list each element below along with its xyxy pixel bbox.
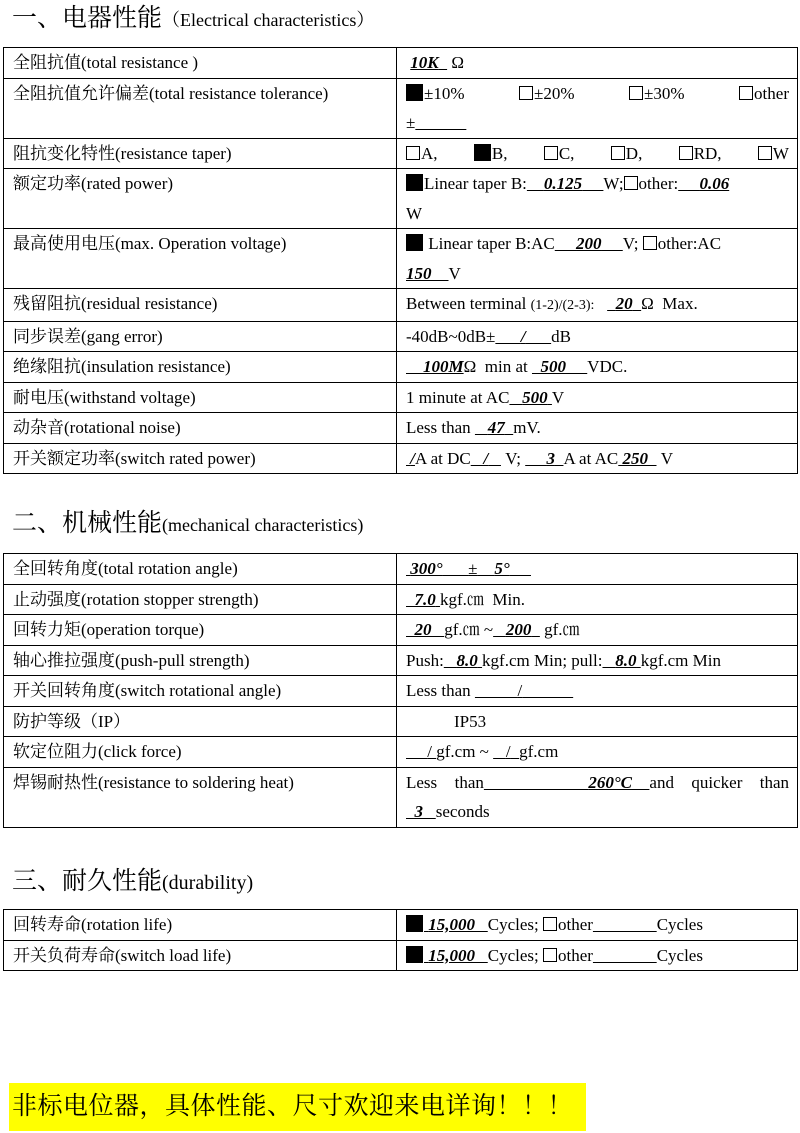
terminal-label: (1-2)/(2-3):: [530, 298, 595, 313]
switch-angle-value: /: [517, 681, 523, 700]
unit-label: gf.cm: [519, 742, 559, 761]
option-label: A,: [421, 143, 438, 163]
plus-minus: ±: [468, 559, 478, 578]
section-title-cn: 二、机械性能: [12, 510, 163, 537]
text-word: than: [759, 772, 790, 792]
unit-label: V;: [505, 448, 521, 468]
other-voltage-value: 150: [406, 263, 432, 283]
text-mid: min at: [484, 357, 528, 376]
row-label: 残留阻抗(residual resistance): [4, 289, 397, 322]
row-value: [397, 584, 798, 615]
option-label: ±20%: [534, 83, 575, 103]
unit-label: kgf.cm Min; pull:: [482, 650, 603, 670]
checkbox-icon[interactable]: [519, 86, 533, 100]
unit-label: kgf.㎝: [440, 589, 484, 609]
checkbox-icon[interactable]: [629, 86, 643, 100]
unit-label: dB: [551, 326, 571, 346]
text-word: Less: [406, 772, 438, 792]
table-row: [4, 940, 798, 971]
row-value: [397, 413, 798, 444]
row-label: 全阻抗值(total resistance ): [4, 48, 397, 79]
unit-label: Cycles: [656, 915, 703, 934]
row-label: 额定功率(rated power): [4, 169, 397, 229]
row-label: 开关额定功率(switch rated power): [4, 443, 397, 474]
text-word: than: [454, 772, 484, 792]
row-value: [397, 676, 798, 707]
stopper-value: 7.0: [414, 589, 436, 609]
table-row: [4, 737, 798, 768]
text-suffix: VDC.: [587, 357, 628, 376]
table-row: [4, 289, 798, 322]
unit-label: V;: [622, 234, 639, 253]
table-row: [4, 169, 798, 229]
click-force-min-value: /: [427, 742, 432, 761]
row-label: 全回转角度(total rotation angle): [4, 554, 397, 585]
option-label: ±10%: [424, 83, 465, 103]
soldering-seconds-value: 3: [414, 802, 423, 821]
checkbox-icon[interactable]: [739, 86, 753, 100]
checkbox-icon[interactable]: [643, 236, 657, 250]
row-value: [397, 645, 798, 676]
section-title-en: (mechanical characteristics): [162, 515, 364, 535]
row-value: [397, 382, 798, 413]
row-label: 软定位阻力(click force): [4, 737, 397, 768]
option-label: W: [772, 143, 789, 163]
option-label: other: [754, 83, 789, 103]
row-value: [397, 48, 798, 79]
checkbox-checked-icon[interactable]: [474, 144, 491, 161]
text-mid: A at AC: [563, 448, 619, 468]
unit-label: W;: [603, 174, 624, 193]
durability-table: [3, 909, 798, 971]
row-value: [397, 554, 798, 585]
rotation-life-value: 15,000: [428, 915, 475, 934]
row-label: 同步误差(gang error): [4, 321, 397, 352]
checkbox-icon[interactable]: [679, 146, 693, 160]
section-title-en: (durability): [162, 872, 254, 894]
row-label: 动杂音(rotational noise): [4, 413, 397, 444]
row-value: [397, 289, 798, 322]
checkbox-checked-icon[interactable]: [406, 946, 423, 963]
checkbox-icon[interactable]: [544, 146, 558, 160]
checkbox-checked-icon[interactable]: [406, 915, 423, 932]
option-label: C,: [558, 143, 575, 163]
row-value: [397, 138, 798, 169]
checkbox-checked-icon[interactable]: [406, 234, 423, 251]
text-suffix: Max.: [662, 294, 698, 313]
row-value: [397, 767, 798, 827]
table-row: [4, 676, 798, 707]
switch-dc-volt-value: /: [483, 448, 489, 468]
text-prefix: -40dB~0dB±: [406, 326, 496, 346]
rated-power-value: 0.125: [543, 174, 583, 193]
table-row: [4, 48, 798, 79]
option-label: D,: [625, 143, 643, 163]
unit-label: gf.cm ~: [436, 742, 489, 761]
option-label: B,: [491, 143, 508, 163]
table-row: [4, 706, 798, 737]
row-label: 回转寿命(rotation life): [4, 910, 397, 941]
max-voltage-value: 200: [576, 234, 602, 253]
unit-label: V: [448, 263, 461, 283]
tilde: ~: [483, 620, 494, 639]
option-label: other: [558, 945, 593, 965]
checkbox-icon[interactable]: [543, 917, 557, 931]
row-value: [397, 321, 798, 352]
option-label: other: [558, 915, 593, 934]
gang-error-value: /: [520, 326, 526, 346]
checkbox-icon[interactable]: [611, 146, 625, 160]
row-value: [397, 910, 798, 941]
row-value: [397, 169, 798, 229]
ip-value: IP53: [397, 706, 798, 737]
row-label: 轴心推拉强度(push-pull strength): [4, 645, 397, 676]
unit-label: seconds: [435, 802, 490, 821]
click-force-max-value: /: [505, 742, 511, 761]
pull-value: 8.0: [615, 650, 637, 670]
row-value: [397, 940, 798, 971]
unit-label: W: [406, 203, 423, 223]
unit-label: V: [660, 448, 674, 468]
checkbox-checked-icon[interactable]: [406, 84, 423, 101]
option-label: RD,: [693, 143, 722, 163]
text-prefix: Push:: [406, 650, 444, 670]
option-label: Linear taper B:: [424, 174, 527, 193]
checkbox-icon[interactable]: [543, 948, 557, 962]
other-power-value: 0.06: [699, 174, 730, 193]
option-label: other:AC: [657, 234, 722, 253]
row-value: [397, 229, 798, 289]
section-title-en: （Electrical characteristics）: [162, 10, 375, 30]
switch-ac-amp-value: 3: [546, 448, 555, 468]
checkbox-checked-icon[interactable]: [406, 174, 423, 191]
checkbox-icon[interactable]: [758, 146, 772, 160]
table-row: [4, 78, 798, 138]
residual-value: 20: [615, 294, 633, 313]
total-resistance-value: 10K: [410, 53, 439, 72]
table-row: [4, 910, 798, 941]
table-row: [4, 138, 798, 169]
torque-max-value: 200: [505, 620, 532, 639]
text-prefix: Less than: [406, 681, 471, 700]
torque-min-value: 20: [414, 620, 432, 639]
table-row: [4, 382, 798, 413]
unit-label: Cycles: [656, 945, 703, 965]
table-row: [4, 443, 798, 474]
unit-label: gf.㎝: [544, 620, 580, 639]
switch-ac-volt-value: 250: [622, 448, 648, 468]
row-value: [397, 615, 798, 646]
row-value: [397, 78, 798, 138]
unit-label: Cycles;: [487, 915, 539, 934]
switch-dc-amp-value: /: [410, 448, 415, 468]
unit-label: kgf.cm Min: [640, 650, 721, 670]
row-value: [397, 443, 798, 474]
mechanical-table: [3, 553, 798, 828]
table-row: [4, 413, 798, 444]
insulation-volt-value: 500: [540, 357, 566, 376]
text-suffix: Min.: [492, 589, 526, 609]
push-value: 8.0: [456, 650, 478, 670]
rotation-angle-tolerance: 5°: [494, 559, 510, 578]
option-label: other:: [638, 174, 679, 193]
soldering-temp-value: 260°C: [588, 772, 632, 792]
section-title-cn: 三、耐久性能: [12, 868, 163, 895]
section-heading-mechanical: [12, 509, 363, 540]
row-label: 全阻抗值允许偏差(total resistance tolerance): [4, 78, 397, 138]
plus-minus: ±: [406, 113, 416, 132]
section-title-cn: 一、电器性能: [12, 5, 163, 32]
section-heading-electrical: [12, 4, 374, 35]
row-label: 开关回转角度(switch rotational angle): [4, 676, 397, 707]
table-row: [4, 321, 798, 352]
option-label: Linear taper B:AC: [428, 234, 555, 253]
table-row: [4, 584, 798, 615]
checkbox-icon[interactable]: [406, 146, 420, 160]
row-label: 止动强度(rotation stopper strength): [4, 584, 397, 615]
checkbox-icon[interactable]: [624, 176, 638, 190]
text-word: quicker: [691, 772, 743, 792]
text-prefix: 1 minute at AC: [406, 387, 510, 407]
table-row: [4, 352, 798, 383]
unit-label: Ω: [641, 294, 654, 313]
unit-label: Ω: [463, 357, 477, 376]
unit-label: Cycles;: [487, 945, 539, 965]
row-label: 开关负荷寿命(switch load life): [4, 940, 397, 971]
row-value: [397, 352, 798, 383]
ohm-unit: Ω: [451, 53, 464, 72]
text-mid: A at DC: [414, 448, 471, 468]
text-prefix: Between terminal: [406, 294, 531, 313]
switch-life-value: 15,000: [428, 945, 475, 965]
row-label: 防护等级（IP）: [4, 706, 397, 737]
table-row: [4, 645, 798, 676]
row-label: 最高使用电压(max. Operation voltage): [4, 229, 397, 289]
unit-label: gf.㎝: [444, 620, 480, 639]
table-row: [4, 615, 798, 646]
section-heading-durability: [12, 867, 253, 898]
row-value: [397, 737, 798, 768]
unit-label: mV.: [513, 418, 541, 437]
row-label: 阻抗变化特性(resistance taper): [4, 138, 397, 169]
withstand-value: 500: [522, 387, 548, 407]
table-row: [4, 229, 798, 289]
table-row: [4, 767, 798, 827]
unit-label: V: [551, 387, 565, 407]
text-prefix: Less than: [406, 418, 471, 437]
row-label: 耐电压(withstand voltage): [4, 382, 397, 413]
text-word: and: [649, 772, 674, 792]
table-row: [4, 554, 798, 585]
row-label: 绝缘阻抗(insulation resistance): [4, 352, 397, 383]
contact-banner: 非标电位器，具体性能、尺寸欢迎来电详询！！！: [9, 1083, 586, 1131]
rotation-angle-value: 300°: [410, 559, 443, 578]
insulation-value: 100M: [423, 357, 464, 376]
row-label: 焊锡耐热性(resistance to soldering heat): [4, 767, 397, 827]
row-label: 回转力矩(operation torque): [4, 615, 397, 646]
noise-value: 47: [487, 418, 505, 437]
option-label: ±30%: [644, 83, 685, 103]
electrical-table: [3, 47, 798, 474]
